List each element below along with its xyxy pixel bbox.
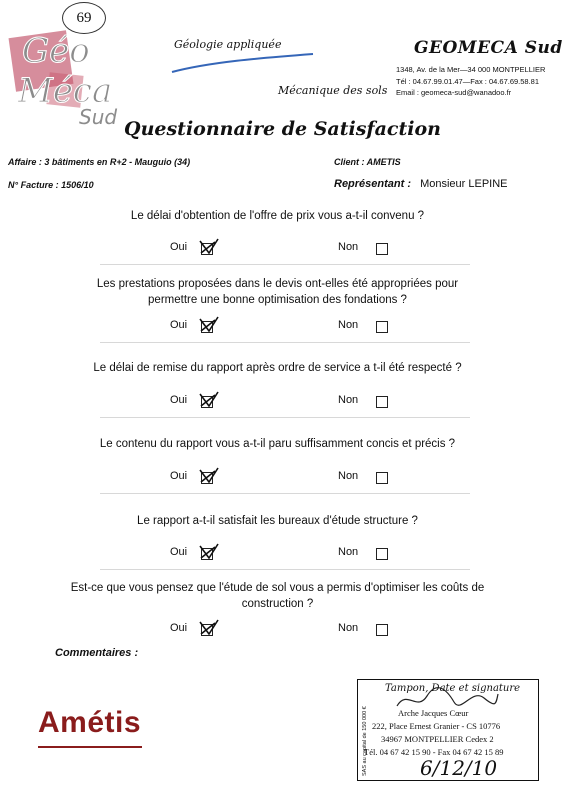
page-title: Questionnaire de Satisfaction: [124, 118, 441, 140]
affaire: Affaire : 3 bâtiments en R+2 - Mauguio (34): [8, 157, 191, 167]
representative: [334, 178, 508, 190]
logo-line1: Géo: [22, 31, 90, 71]
question-text: [70, 436, 485, 452]
yes-label: Oui: [170, 546, 188, 558]
question-line1: Est-ce que vous pensez que l'étude de sol vous a permis d'optimiser les coûts de: [70, 582, 485, 594]
signature-scribble: [392, 684, 502, 714]
tagline-right: Mécanique des sols: [278, 84, 388, 97]
question-text: [70, 580, 485, 612]
question-text: [70, 513, 485, 529]
question-separator: [100, 342, 470, 343]
no-checkbox[interactable]: [376, 396, 388, 408]
question-text: [70, 360, 485, 376]
no-label: Non: [338, 546, 359, 558]
representative-label: Représentant :: [334, 178, 412, 190]
stamp-line2: 222, Place Ernest Granier - CS 10776: [372, 721, 501, 731]
company-phone: Tél : 04.67.99.01.47—Fax : 04.67.69.58.81: [396, 76, 540, 86]
question-separator: [100, 569, 470, 570]
checkmark-icon: [197, 390, 221, 410]
stamp-side-text: SAS au capital de 150 000 €: [362, 706, 368, 776]
yes-label: Oui: [170, 470, 188, 482]
no-checkbox[interactable]: [376, 548, 388, 560]
no-checkbox[interactable]: [376, 624, 388, 636]
question-separator: [100, 493, 470, 494]
invoice-number: N° Facture : 1506/10: [8, 180, 94, 190]
question-line2: permettre une bonne optimisation des fondations ?: [148, 294, 407, 306]
question-line1: Le délai d'obtention de l'offre de prix vous a-t-il convenu ?: [130, 210, 425, 222]
question-separator: [100, 417, 470, 418]
no-label: Non: [338, 394, 359, 406]
signature-date: 6/12/10: [420, 756, 498, 780]
question-line1: Le délai de remise du rapport après ordre de service a t-il été respecté ?: [93, 362, 462, 374]
no-checkbox[interactable]: [376, 321, 388, 333]
checkmark-icon: [197, 542, 221, 562]
question-line2: construction ?: [241, 598, 314, 610]
logo-line3: Sud: [79, 105, 118, 129]
question-separator: [100, 264, 470, 265]
question-line1: Le contenu du rapport vous a-t-il paru suffisamment concis et précis ?: [99, 438, 456, 450]
checkmark-icon: [197, 315, 221, 335]
yes-label: Oui: [170, 241, 188, 253]
tagline-left: Géologie appliquée: [174, 38, 282, 51]
yes-label: Oui: [170, 622, 188, 634]
no-label: Non: [338, 319, 359, 331]
page-number: 69: [62, 2, 106, 34]
checkmark-icon: [197, 618, 221, 638]
client: Client : AMETIS: [334, 157, 401, 167]
ametis-logo-underline: [38, 746, 142, 748]
checkmark-icon: [197, 237, 221, 257]
logo-line2: Méca: [18, 71, 113, 111]
stamp-line1: Arche Jacques Cœur: [398, 708, 469, 718]
no-checkbox[interactable]: [376, 472, 388, 484]
ametis-logo: Amétis: [38, 706, 142, 739]
stamp-line3: 34967 MONTPELLIER Cedex 2: [381, 734, 494, 744]
signature-label: Tampon, Date et signature: [385, 683, 521, 694]
comments-label: Commentaires :: [55, 647, 139, 659]
no-label: Non: [338, 622, 359, 634]
geomeca-logo: [4, 20, 139, 130]
question-line1: Le rapport a-t-il satisfait les bureaux d'étude structure ?: [137, 515, 418, 527]
stamp-line4: Tél. 04 67 42 15 90 - Fax 04 67 42 15 89: [364, 747, 504, 757]
question-text: [70, 208, 485, 224]
company-name: GEOMECA Sud: [414, 38, 563, 58]
checkmark-icon: [197, 466, 221, 486]
yes-label: Oui: [170, 319, 188, 331]
company-address-block: [396, 64, 545, 99]
no-label: Non: [338, 241, 359, 253]
header-blue-line: [170, 52, 315, 74]
no-checkbox[interactable]: [376, 243, 388, 255]
company-email: Email : geomeca-sud@wanadoo.fr: [396, 88, 512, 97]
no-label: Non: [338, 470, 359, 482]
company-address: 1348, Av. de la Mer—34 000 MONTPELLIER: [396, 65, 546, 74]
representative-value: Monsieur LEPINE: [420, 178, 508, 190]
question-line1: Les prestations proposées dans le devis ont-elles été appropriées pour: [96, 278, 459, 290]
question-text: [70, 276, 485, 308]
yes-label: Oui: [170, 394, 188, 406]
